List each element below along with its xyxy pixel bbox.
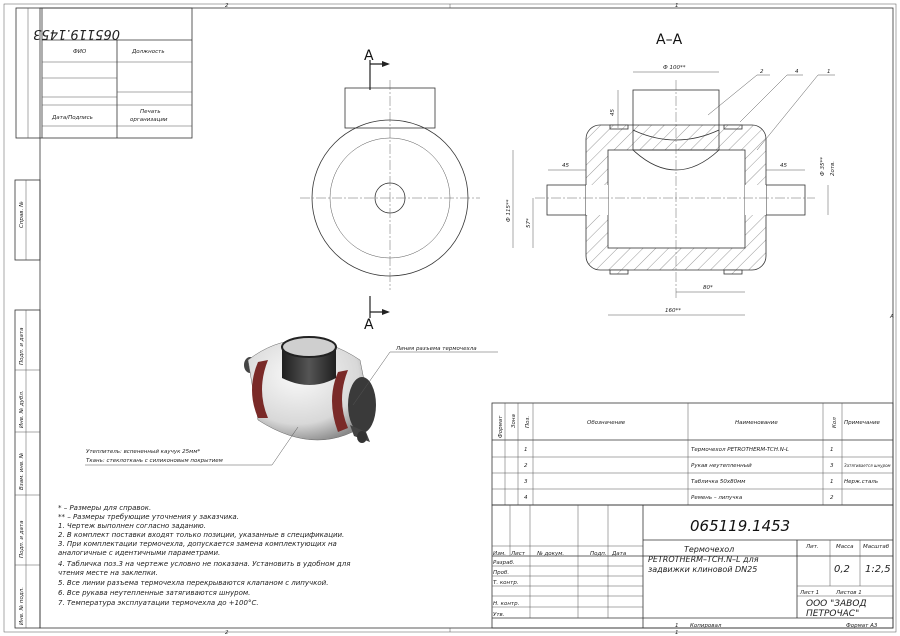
notes bbox=[58, 504, 350, 607]
table-row bbox=[524, 479, 878, 485]
spec-header: Формат bbox=[498, 415, 504, 438]
section-title: А–А bbox=[656, 32, 683, 48]
spec-header: Наименование bbox=[735, 420, 778, 426]
col-list: Лист bbox=[511, 551, 525, 557]
title-line2: PETROTHERM–TCH.N–L для bbox=[648, 555, 759, 564]
table-row bbox=[524, 495, 834, 501]
format-label: Формат А3 bbox=[846, 623, 878, 629]
lit-label: Лит. bbox=[806, 544, 819, 550]
note: ** – Размеры требующие уточнения у заказчика. bbox=[58, 513, 239, 521]
col-date: Дата bbox=[612, 551, 627, 557]
row-name: Ремень – липучка bbox=[691, 495, 743, 501]
org-line2: ПЕТРОЧАС" bbox=[806, 609, 860, 619]
iso-insulation-label: Утеплитель: вспененный каучук 25мм* bbox=[86, 449, 201, 455]
stamp-position: Должность bbox=[132, 49, 165, 55]
dim-body-dia: Ф 115** bbox=[506, 199, 512, 222]
top-stamp bbox=[16, 8, 192, 138]
copied-num: 1 bbox=[675, 623, 679, 629]
title-block bbox=[492, 505, 893, 629]
copied-label: Копировал bbox=[690, 623, 722, 629]
section-mark-bottom: A bbox=[364, 317, 374, 333]
row-tkontr: Т. контр. bbox=[493, 580, 519, 586]
mass-value: 0,2 bbox=[834, 564, 850, 575]
zone-mark: 2 bbox=[225, 630, 229, 636]
zone-mark: 1 bbox=[675, 630, 679, 636]
note: 2. В комплект поставки входят только позиции, указанные в спецификации. bbox=[58, 531, 345, 539]
side-label: Инв. № подл. bbox=[19, 587, 25, 625]
spec-header: Обозначение bbox=[587, 420, 626, 426]
row-utv: Утв. bbox=[493, 612, 505, 618]
row-qty: 1 bbox=[830, 479, 834, 485]
stamp-seal: организации bbox=[130, 117, 168, 123]
stamp-doc-number: 065119.1453 bbox=[33, 26, 120, 41]
iso-split-line-label: Линия разъема термочехла bbox=[396, 346, 477, 352]
dim-pipe-height: 45 bbox=[610, 109, 616, 116]
front-view bbox=[300, 48, 480, 333]
callout-4: 4 bbox=[795, 69, 799, 75]
dim-half-height: 57* bbox=[526, 218, 532, 228]
mass-label: Масса bbox=[836, 544, 854, 550]
row-name: Табличка 50х80мм bbox=[691, 479, 746, 485]
callout-2: 2 bbox=[760, 69, 764, 75]
note: 1. Чертеж выполнен согласно заданию. bbox=[58, 522, 206, 530]
note: 4. Табличка поз.3 на чертеже условно не показана. Установить в удобном для bbox=[58, 560, 351, 568]
row-note: Затягивается шнуром bbox=[844, 463, 891, 468]
side-label: Взам. инв. № bbox=[19, 452, 25, 490]
col-izm: Изм. bbox=[493, 551, 506, 557]
dim-half-width: 80* bbox=[703, 285, 713, 291]
stamp-seal: Печать bbox=[140, 109, 161, 115]
spec-table bbox=[492, 403, 893, 505]
side-label: Справ. № bbox=[19, 201, 25, 228]
section-view bbox=[506, 32, 836, 315]
note: чтения месте на заклепки. bbox=[58, 569, 158, 577]
sheet-label: Лист 1 bbox=[800, 590, 820, 596]
dim-length: 160** bbox=[665, 308, 681, 314]
side-label: Подп. и дата bbox=[19, 327, 25, 365]
zone-mark: A bbox=[890, 314, 894, 320]
dim-pipe-dia: Ф 100** bbox=[663, 65, 686, 71]
row-nkontr: Н. контр. bbox=[493, 601, 520, 607]
row-qty: 1 bbox=[830, 447, 834, 453]
row-name: Термочехол PETROTHERM-TCH.N-L bbox=[691, 447, 789, 453]
side-label: Инв. № дубл. bbox=[19, 390, 25, 428]
sheets-label: Листов 1 bbox=[836, 590, 862, 596]
stamp-fio: ФИО bbox=[73, 49, 87, 55]
spec-header: Кол bbox=[832, 417, 838, 428]
stamp-date-sign: Дата/Подпись bbox=[52, 115, 93, 121]
row-pos: 3 bbox=[524, 479, 528, 485]
table-row bbox=[524, 463, 891, 469]
dim-stub-right: 45 bbox=[780, 163, 787, 169]
row-pos: 4 bbox=[524, 495, 528, 501]
side-strip bbox=[15, 180, 40, 628]
note: аналогичные с идентичными параметрами. bbox=[58, 549, 221, 557]
dim-stub-note: 2отв. bbox=[830, 160, 836, 176]
zone-mark: 2 bbox=[225, 3, 229, 9]
row-note: Нерж.сталь bbox=[844, 479, 879, 485]
org-line1: ООО "ЗАВОД bbox=[806, 599, 867, 609]
row-pos: 2 bbox=[524, 463, 528, 469]
note: 7. Температура эксплуатации термочехла до +100°С. bbox=[58, 599, 259, 607]
table-row bbox=[524, 447, 834, 453]
section-mark-top: A bbox=[364, 48, 374, 64]
row-name: Рукав неутепленный bbox=[691, 463, 752, 469]
note: 6. Все рукава неутепленные затягиваются шнуром. bbox=[58, 589, 251, 597]
spec-header: Примечание bbox=[844, 420, 880, 426]
note: 3. При комплектации термочехла, допускается замена комплектующих на bbox=[58, 540, 337, 548]
row-razrab: Разраб. bbox=[493, 560, 515, 566]
row-qty: 2 bbox=[830, 495, 834, 501]
row-prov: Проб. bbox=[493, 570, 510, 576]
row-qty: 3 bbox=[830, 463, 834, 469]
side-label: Подп. и дата bbox=[19, 520, 25, 558]
note: * – Размеры для справок. bbox=[58, 504, 152, 512]
spec-header: Поз. bbox=[525, 415, 531, 428]
iso-view bbox=[85, 337, 498, 465]
title-line3: задвижки клиновой DN25 bbox=[648, 565, 758, 574]
iso-fabric-label: Ткань: стеклоткань с силиконовым покрытием bbox=[86, 458, 223, 464]
row-pos: 1 bbox=[524, 447, 528, 453]
zone-mark: 1 bbox=[675, 3, 679, 9]
spec-header: Зона bbox=[511, 414, 517, 428]
scale-value: 1:2,5 bbox=[865, 564, 891, 575]
note: 5. Все линии разъема термочехла перекрываются клапаном с липучкой. bbox=[58, 579, 329, 587]
col-sign: Подп. bbox=[590, 551, 607, 557]
col-doc: № докум. bbox=[537, 551, 565, 557]
scale-label: Масштаб bbox=[863, 544, 890, 550]
dim-stub-dia: Ф 35** bbox=[820, 157, 826, 176]
callout-1: 1 bbox=[827, 69, 831, 75]
dim-stub-left: 45 bbox=[562, 163, 569, 169]
title-line1: Термочехол bbox=[684, 545, 735, 554]
title-doc-number: 065119.1453 bbox=[690, 517, 791, 535]
